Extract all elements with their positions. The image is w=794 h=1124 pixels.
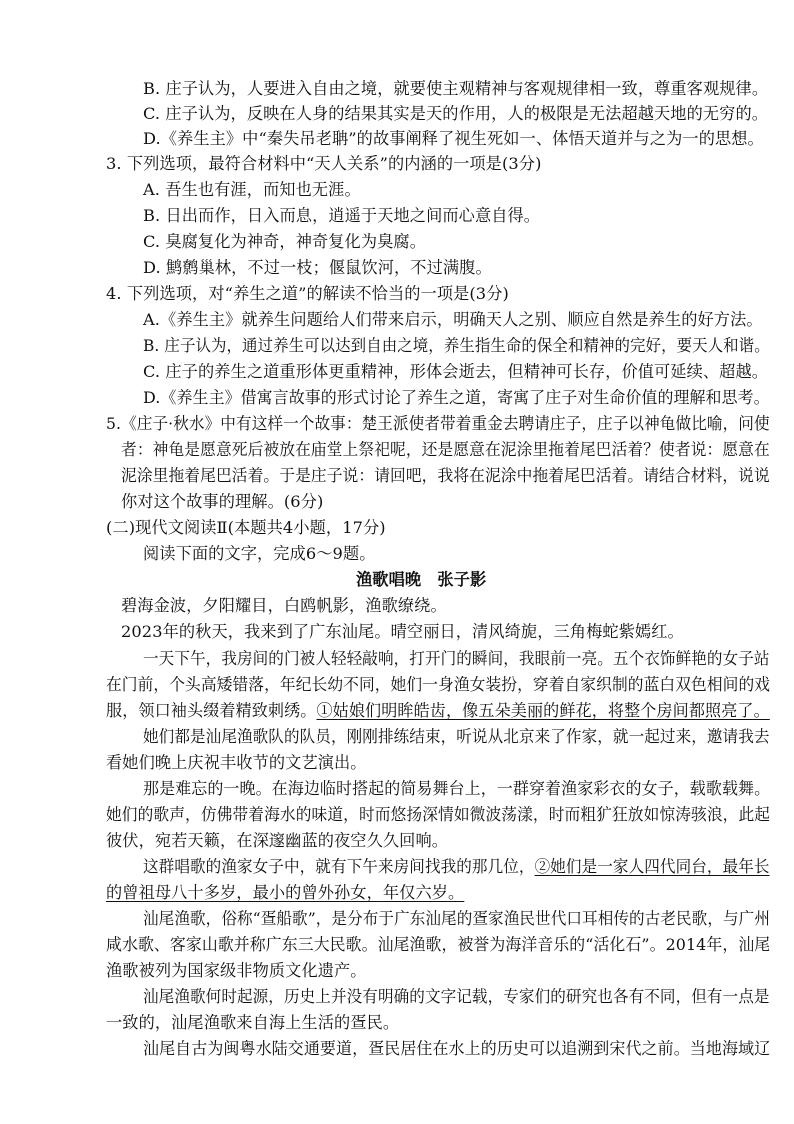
q5-line-4: 你对这个故事的理解。(6分) bbox=[121, 492, 324, 511]
q3-option-c: C. 臭腐复化为神奇，神奇复化为臭腐。 bbox=[143, 232, 426, 251]
article-p3-line1: 一天下午，我房间的门被人轻轻敲响，打开门的瞬间，我眼前一亮。五个衣饰鲜艳的女子站 bbox=[143, 649, 770, 668]
article-p7-line2: 咸水歌、客家山歌并称广东三大民歌。汕尾渔歌，被誉为海洋音乐的“活化石”。2014年，汕尾 bbox=[106, 935, 771, 954]
article-p4-line1: 她们都是汕尾渔歌队的队员，刚刚排练结束，听说从北京来了作家，就一起过来，邀请我去 bbox=[143, 727, 770, 746]
article-p8-line1: 汕尾渔歌何时起源，历史上并没有明确的文字记载，专家们的研究也各有不同，但有一点是 bbox=[143, 987, 770, 1006]
q5-line-2: 者：神龟是愿意死后被放在庙堂上祭祀呢，还是愿意在泥涂里拖着尾巴活着？使者说：愿意在 bbox=[121, 440, 770, 459]
article-p6-line2 bbox=[106, 883, 464, 903]
article-p2: 2023年的秋天，我来到了广东汕尾。晴空丽日，清风绮旎，三角梅蛇紫嫣红。 bbox=[121, 622, 684, 641]
article-p3-line3 bbox=[106, 701, 770, 721]
article-p3-line3-text: 服，领口袖头缀着精致刺绣。 bbox=[106, 701, 317, 720]
q3-option-b: B. 日出而作，日入而息，逍遥于天地之间而心意自得。 bbox=[143, 206, 541, 225]
article-p3-line2: 在门前，个头高矮错落，年纪长幼不同，她们一身渔女装扮，穿着自家织制的蓝白双色相间的戏 bbox=[106, 675, 771, 694]
q5-line-1: 5.《庄子·秋水》中有这样一个故事：楚王派使者带着重金去聘请庄子，庄子以神龟做比喻，问使 bbox=[106, 414, 770, 433]
section-instruction: 阅读下面的文字，完成6～9题。 bbox=[143, 544, 376, 563]
underlined-sentence-2a: ②她们是一家人四代同台，最年长 bbox=[534, 857, 770, 876]
section-heading: (二)现代文阅读Ⅱ(本题共4小题，17分) bbox=[106, 518, 386, 537]
q3-option-d: D. 鹪鹩巢林，不过一枝；偃鼠饮河，不过满腹。 bbox=[143, 258, 492, 277]
q5-line-3: 泥涂里拖着尾巴活着。于是庄子说：请回吧，我将在泥涂中拖着尾巴活着。请结合材料，说说 bbox=[121, 466, 770, 485]
q4-option-d: D.《养生主》借寓言故事的形式讨论了养生之道，寄寓了庄子对生命价值的理解和思考。 bbox=[143, 388, 770, 407]
article-p1: 碧海金波，夕阳耀目，白鸥帆影，渔歌缭绕。 bbox=[121, 596, 447, 615]
q3-stem: 3. 下列选项，最符合材料中“天人关系”的内涵的一项是(3分) bbox=[106, 154, 542, 173]
underlined-sentence-1: ①姑娘们明眸皓齿，像五朵美丽的鲜花，将整个房间都照亮了。 bbox=[316, 701, 770, 720]
q4-option-a: A.《养生主》就养生问题给人们带来启示，明确天人之别、顺应自然是养生的好方法。 bbox=[143, 310, 763, 329]
article-p7-line1: 汕尾渔歌，俗称“疍船歌”，是分布于广东汕尾的疍家渔民世代口耳相传的古老民歌，与广州 bbox=[143, 909, 770, 928]
article-title: 渔歌唱晚 张子影 bbox=[356, 570, 487, 589]
q3-option-a: A. 吾生也有涯，而知也无涯。 bbox=[143, 180, 361, 199]
q4-option-c: C. 庄子的养生之道重形体更重精神，形体会逝去，但精神可长存，价值可延续、超越。 bbox=[143, 362, 769, 381]
article-p4-line2: 看她们晚上庆祝丰收节的文艺演出。 bbox=[106, 753, 367, 772]
article-p9-line1: 汕尾自古为闽粤水陆交通要道，疍民居住在水上的历史可以追溯到宋代之前。当地海域辽 bbox=[143, 1039, 771, 1058]
article-p6-line1-text: 这群唱歌的渔家女子中，就有下午来房间找我的那几位， bbox=[143, 857, 535, 876]
article-p5-line2: 她们的歌声，仿佛带着海水的味道，时而悠扬深情如微波荡漾，时而粗犷狂放如惊涛骇浪，此起 bbox=[106, 805, 771, 824]
q4-option-b: B. 庄子认为，通过养生可以达到自由之境，养生指生命的保全和精神的完好，要天人和谐。 bbox=[143, 336, 770, 355]
article-p7-line3: 渔歌被列为国家级非物质文化遗产。 bbox=[106, 961, 367, 980]
underlined-sentence-2b: 的曾祖母八十多岁，最小的曾外孙女，年仅六岁。 bbox=[106, 883, 465, 902]
q2-option-b: B. 庄子认为，人要进入自由之境，就要使主观精神与客观规律相一致，尊重客观规律。 bbox=[143, 79, 769, 98]
article-p5-line3: 彼伏，宛若天籁，在深邃幽蓝的夜空久久回响。 bbox=[106, 831, 449, 850]
article-p8-line2: 一致的，汕尾渔歌来自海上生活的疍民。 bbox=[106, 1013, 400, 1032]
q2-option-d: D.《养生主》中“秦失吊老聃”的故事阐释了视生死如一、体悟天道并与之为一的思想。 bbox=[143, 129, 764, 148]
q4-stem: 4. 下列选项，对“养生之道”的解读不恰当的一项是(3分) bbox=[106, 284, 509, 303]
article-p5-line1: 那是难忘的一晚。在海边临时搭起的简易舞台上，一群穿着渔家彩衣的女子，载歌载舞。 bbox=[143, 779, 771, 798]
article-p6-line1 bbox=[143, 857, 770, 877]
q2-option-c: C. 庄子认为，反映在人身的结果其实是天的作用，人的极限是无法超越天地的无穷的。 bbox=[143, 104, 769, 123]
